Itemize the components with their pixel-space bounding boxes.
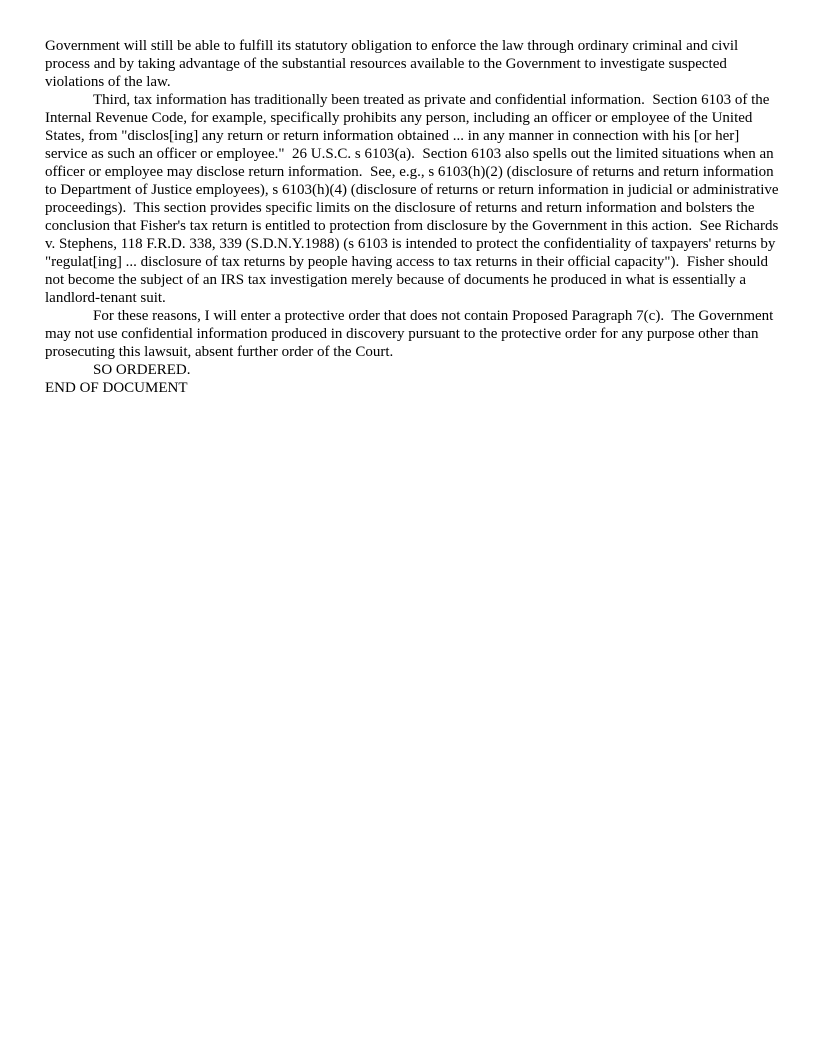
end-of-document-line: END OF DOCUMENT <box>45 380 188 396</box>
paragraph-government-obligation: Government will still be able to fulfill its statutory obligation to enforce the law through ordinary criminal and civil process and by taking advantage of the substantial resources available to the Government to investigate suspected violations of the law. <box>45 38 742 90</box>
document-body <box>45 37 783 397</box>
so-ordered-line: SO ORDERED. <box>93 362 191 378</box>
paragraph-protective-order: For these reasons, I will enter a protective order that does not contain Proposed Paragraph 7(c). The Government may not use confidential information produced in discovery pursuant to the protective order for any purpose other than prosecuting this lawsuit, absent further order of the Court. <box>45 308 778 360</box>
paragraph-tax-information: Third, tax information has traditionally been treated as private and confidential information. Section 6103 of the Internal Revenue Code, for example, specifically prohibits any person, including an officer or employee of the United States, from "disclos[ing] any return or return information obtained ... in any manner in connection with his [or her] service as such an officer or employee." 26 U.S.C. s 6103(a). Section 6103 also spells out the limited situations when an officer or employee may disclose return information. See, e.g., s 6103(h)(2) (disclosure of returns and return information to Department of Justice employees), s 6103(h)(4) (disclosure of returns or return information in judicial or administrative proceedings). This section provides specific limits on the disclosure of returns and return information and bolsters the conclusion that Fisher's tax return is entitled to protection from disclosure by the Government in this action. See Richards v. Stephens, 118 F.R.D. 338, 339 (S.D.N.Y.1988) (s 6103 is intended to protect the confidentiality of taxpayers' returns by "regulat[ing] ... disclosure of tax returns by people having access to tax returns in their official capacity"). Fisher should not become the subject of an IRS tax investigation merely because of documents he produced in what is essentially a landlord-tenant suit. <box>45 92 783 306</box>
